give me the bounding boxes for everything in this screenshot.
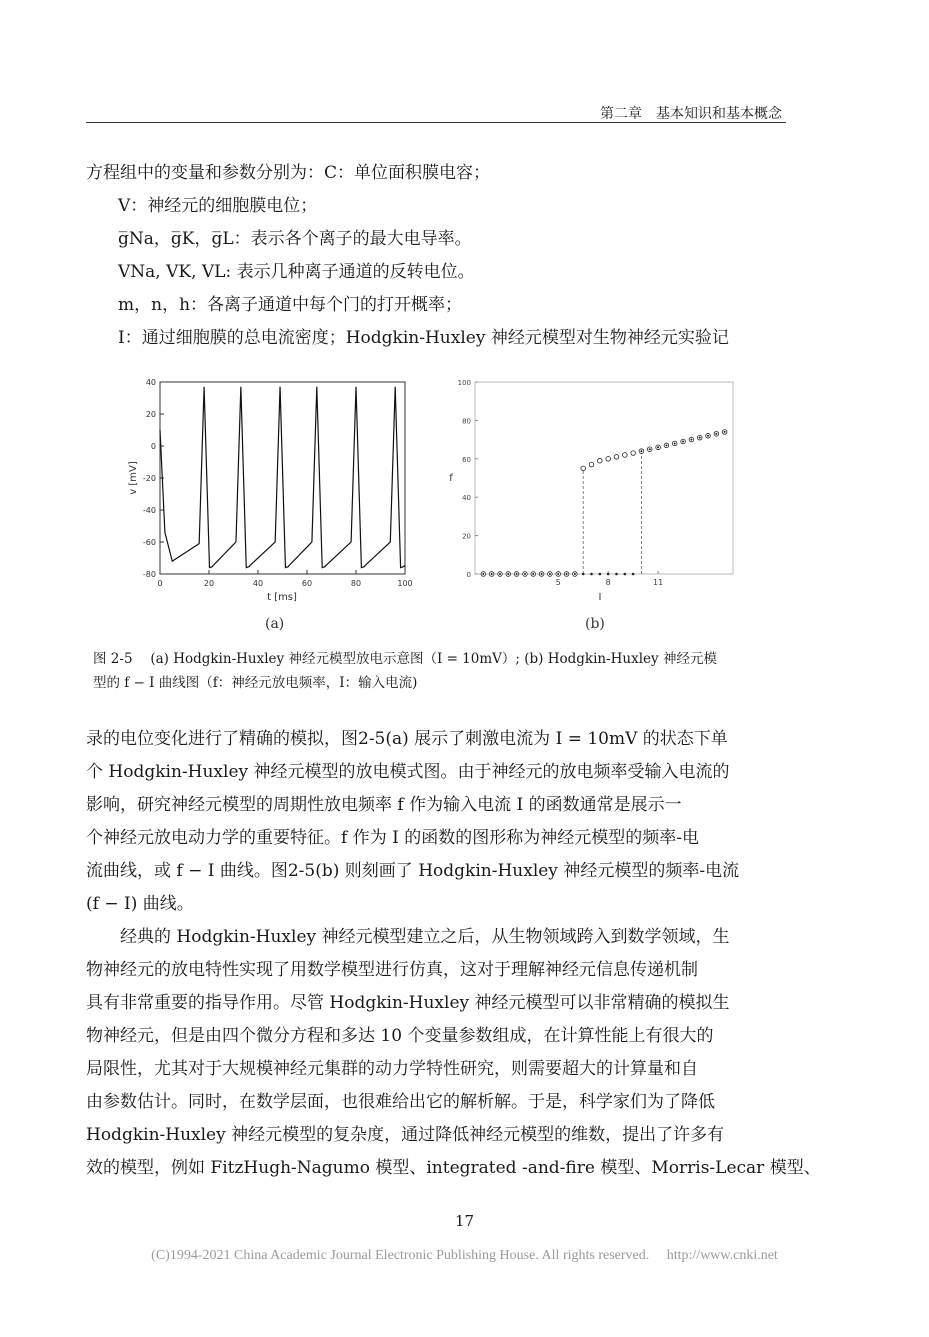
paragraph-line: 个 Hodgkin-Huxley 神经元模型的放电模式图。由于神经元的放电频率受输入电流的 [86, 762, 730, 782]
ytick-label: 0 [466, 571, 471, 579]
ytick-label: 80 [462, 417, 471, 426]
ytick-label: -80 [142, 570, 156, 579]
data-point [598, 458, 603, 463]
xtick-label: 0 [157, 579, 163, 588]
lower-branch-point [590, 573, 593, 576]
copyright-footer: (C)1994-2021 China Academic Journal Electronic Publishing House. All rights reserved. http://www.cnki.net [151, 1248, 778, 1263]
ytick-label: 40 [145, 378, 156, 387]
figure-b-fi-curve [445, 370, 745, 610]
data-point-dot [707, 435, 709, 437]
data-point-dot [649, 448, 651, 450]
data-point-dot [541, 573, 543, 575]
paragraph-line: 效的模型，例如 FitzHugh-Nagumo 模型、integrated -and-fire 模型、Morris-Lecar 模型、 [86, 1158, 821, 1178]
figure-caption-line: 型的 f − I 曲线图（f：神经元放电频率，I：输入电流) [93, 675, 418, 691]
lower-branch-point [582, 573, 585, 576]
data-point [614, 455, 619, 460]
data-point [606, 457, 611, 462]
data-point-dot [674, 442, 676, 444]
paragraph-line: 物神经元，但是由四个微分方程和多达 10 个变量参数组成，在计算性能上有很大的 [86, 1026, 714, 1046]
paragraph-line: 录的电位变化进行了精确的模拟，图2-5(a) 展示了刺激电流为 I = 10mV 的状态下单 [86, 729, 728, 749]
ytick-label: 60 [462, 455, 471, 464]
xtick-label: 5 [555, 578, 561, 587]
lower-branch-point [607, 573, 610, 576]
data-point-dot [657, 446, 659, 448]
data-point-dot [482, 573, 484, 575]
paragraph-line: 物神经元的放电特性实现了用数学模型进行仿真，这对于理解神经元信息传递机制 [86, 960, 698, 980]
data-point-dot [507, 573, 509, 575]
data-point-dot [682, 441, 684, 443]
variables-intro: 方程组中的变量和参数分别为：C：单位面积膜电容； [86, 163, 491, 183]
data-point-dot [557, 573, 559, 575]
data-point-dot [516, 573, 518, 575]
plot-b-xlabel: I [598, 592, 602, 603]
data-point [581, 466, 586, 471]
plot-a-xlabel: t [ms] [267, 592, 297, 603]
data-point [623, 453, 628, 458]
subfigure-a-label: (a) [265, 616, 285, 632]
data-point-dot [499, 573, 501, 575]
ytick-label: 40 [462, 494, 471, 503]
chapter-header: 第二章 基本知识和基本概念 [600, 106, 782, 122]
ytick-label: 20 [145, 410, 156, 419]
ytick-label: -40 [142, 506, 156, 515]
ytick-label: 100 [457, 379, 471, 387]
lower-branch-point [632, 573, 635, 576]
xtick-label: 11 [653, 578, 664, 587]
paragraph-line: 流曲线，或 f − I 曲线。图2-5(b) 则刻画了 Hodgkin-Huxley 神经元模型的频率-电流 [86, 861, 740, 881]
variable-item: VNa, VK, VL: 表示几种离子通道的反转电位。 [118, 262, 475, 282]
paragraph-line: (f − I) 曲线。 [86, 894, 194, 914]
variable-item: m，n，h：各离子通道中每个门的打开概率； [118, 295, 463, 315]
figure-a-voltage-trace [120, 370, 420, 610]
plot-b-frame [475, 382, 733, 574]
data-point-dot [724, 431, 726, 433]
data-point-dot [715, 433, 717, 435]
lower-branch-point [599, 573, 602, 576]
lower-branch-point [615, 573, 618, 576]
data-point-dot [566, 573, 568, 575]
xtick-label: 20 [203, 579, 215, 588]
header-rule [86, 122, 786, 123]
variable-item: g̅Na，g̅K，g̅L：表示各个离子的最大电导率。 [118, 229, 472, 249]
data-point [631, 451, 636, 456]
ytick-label: -60 [142, 538, 156, 547]
paragraph-line: 影响，研究神经元模型的周期性放电频率 f 作为输入电流 I 的函数通常是展示一 [86, 795, 682, 815]
variable-item: V：神经元的细胞膜电位； [118, 196, 318, 216]
xtick-label: 60 [301, 579, 313, 588]
data-point [589, 462, 594, 467]
subfigure-b-label: (b) [585, 616, 605, 632]
data-point-dot [665, 444, 667, 446]
paragraph-line: 个神经元放电动力学的重要特征。f 作为 I 的函数的图形称为神经元模型的频率-电 [86, 828, 699, 848]
ytick-label: -20 [142, 474, 156, 483]
data-point-dot [640, 450, 642, 452]
data-point-dot [491, 573, 493, 575]
xtick-label: 100 [397, 579, 413, 588]
ytick-label: 20 [462, 532, 471, 541]
lower-branch-point [624, 573, 627, 576]
xtick-label: 80 [350, 579, 362, 588]
xtick-label: 8 [605, 578, 611, 587]
ytick-label: 0 [150, 442, 156, 451]
paragraph-line: 具有非常重要的指导作用。尽管 Hodgkin-Huxley 神经元模型可以非常精确的模拟生 [86, 993, 730, 1013]
paragraph-line: 局限性，尤其对于大规模神经元集群的动力学特性研究，则需要超大的计算量和自 [86, 1059, 698, 1079]
variable-item: I：通过细胞膜的总电流密度；Hodgkin-Huxley 神经元模型对生物神经元实验记 [118, 328, 729, 348]
data-point-dot [532, 573, 534, 575]
plot-a-ylabel: v [mV] [128, 461, 139, 495]
plot-b-ylabel: f [449, 473, 453, 484]
data-point-dot [574, 573, 576, 575]
paragraph-line: Hodgkin-Huxley 神经元模型的复杂度，通过降低神经元模型的维数，提出了许多有 [86, 1125, 725, 1145]
data-point-dot [524, 573, 526, 575]
xtick-label: 40 [252, 579, 264, 588]
page-number: 17 [454, 1212, 475, 1230]
paragraph-line: 经典的 Hodgkin-Huxley 神经元模型建立之后，从生物领域跨入到数学领域，生 [120, 927, 730, 947]
data-point-dot [699, 437, 701, 439]
figure-caption-line: 图 2-5 (a) Hodgkin-Huxley 神经元模型放电示意图（I = 10mV）; (b) Hodgkin-Huxley 神经元模 [93, 651, 717, 667]
paragraph-line: 由参数估计。同时，在数学层面，也很难给出它的解析解。于是，科学家们为了降低 [86, 1092, 715, 1112]
data-point-dot [549, 573, 551, 575]
data-point-dot [690, 439, 692, 441]
